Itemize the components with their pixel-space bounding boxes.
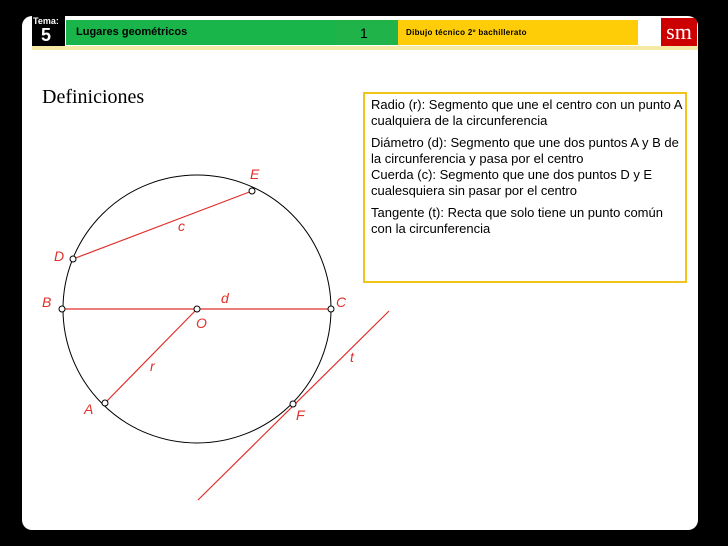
page-title: Definiciones xyxy=(42,86,145,108)
label-t: t xyxy=(350,349,354,365)
label-r: r xyxy=(150,358,155,374)
label-d: D xyxy=(54,248,65,264)
course-title: Dibujo técnico 2º bachillerato xyxy=(406,28,527,37)
slide xyxy=(22,16,698,530)
topic-title: Lugares geométricos xyxy=(76,26,188,38)
label-a: A xyxy=(84,401,94,417)
label-d-lower: d xyxy=(221,290,229,306)
point-e xyxy=(249,188,255,194)
point-o xyxy=(194,306,200,312)
page-number: 1 xyxy=(360,25,368,41)
label-c: c xyxy=(178,218,185,234)
definition-tangent: Tangente (t): Recta que solo tiene un punto común con la circunferencia xyxy=(371,205,663,236)
definition-diameter: Diámetro (d): Segmento que une dos puntos A y B de la circunferencia y pasa por el centro xyxy=(371,135,679,166)
point-c xyxy=(328,306,334,312)
definition-chord: Cuerda (c): Segmento que une dos puntos D y E cualesquiera sin pasar por el centro xyxy=(371,167,653,198)
point-b xyxy=(59,306,65,312)
label-b: B xyxy=(42,294,52,310)
tema-label: Tema: xyxy=(33,16,59,26)
label-e: E xyxy=(250,166,260,182)
sm-logo: sm xyxy=(661,18,697,46)
label-o: O xyxy=(196,315,207,331)
circle-diagram xyxy=(22,16,698,530)
label-c-upper: C xyxy=(336,294,347,310)
label-f: F xyxy=(296,407,305,423)
chord-line xyxy=(73,191,252,259)
tema-number: 5 xyxy=(41,25,52,45)
point-a xyxy=(102,400,108,406)
definition-radius: Radio (r): Segmento que une el centro con un punto A cualquiera de la circunferencia xyxy=(371,97,682,128)
radius-line xyxy=(105,309,197,403)
point-d xyxy=(70,256,76,262)
